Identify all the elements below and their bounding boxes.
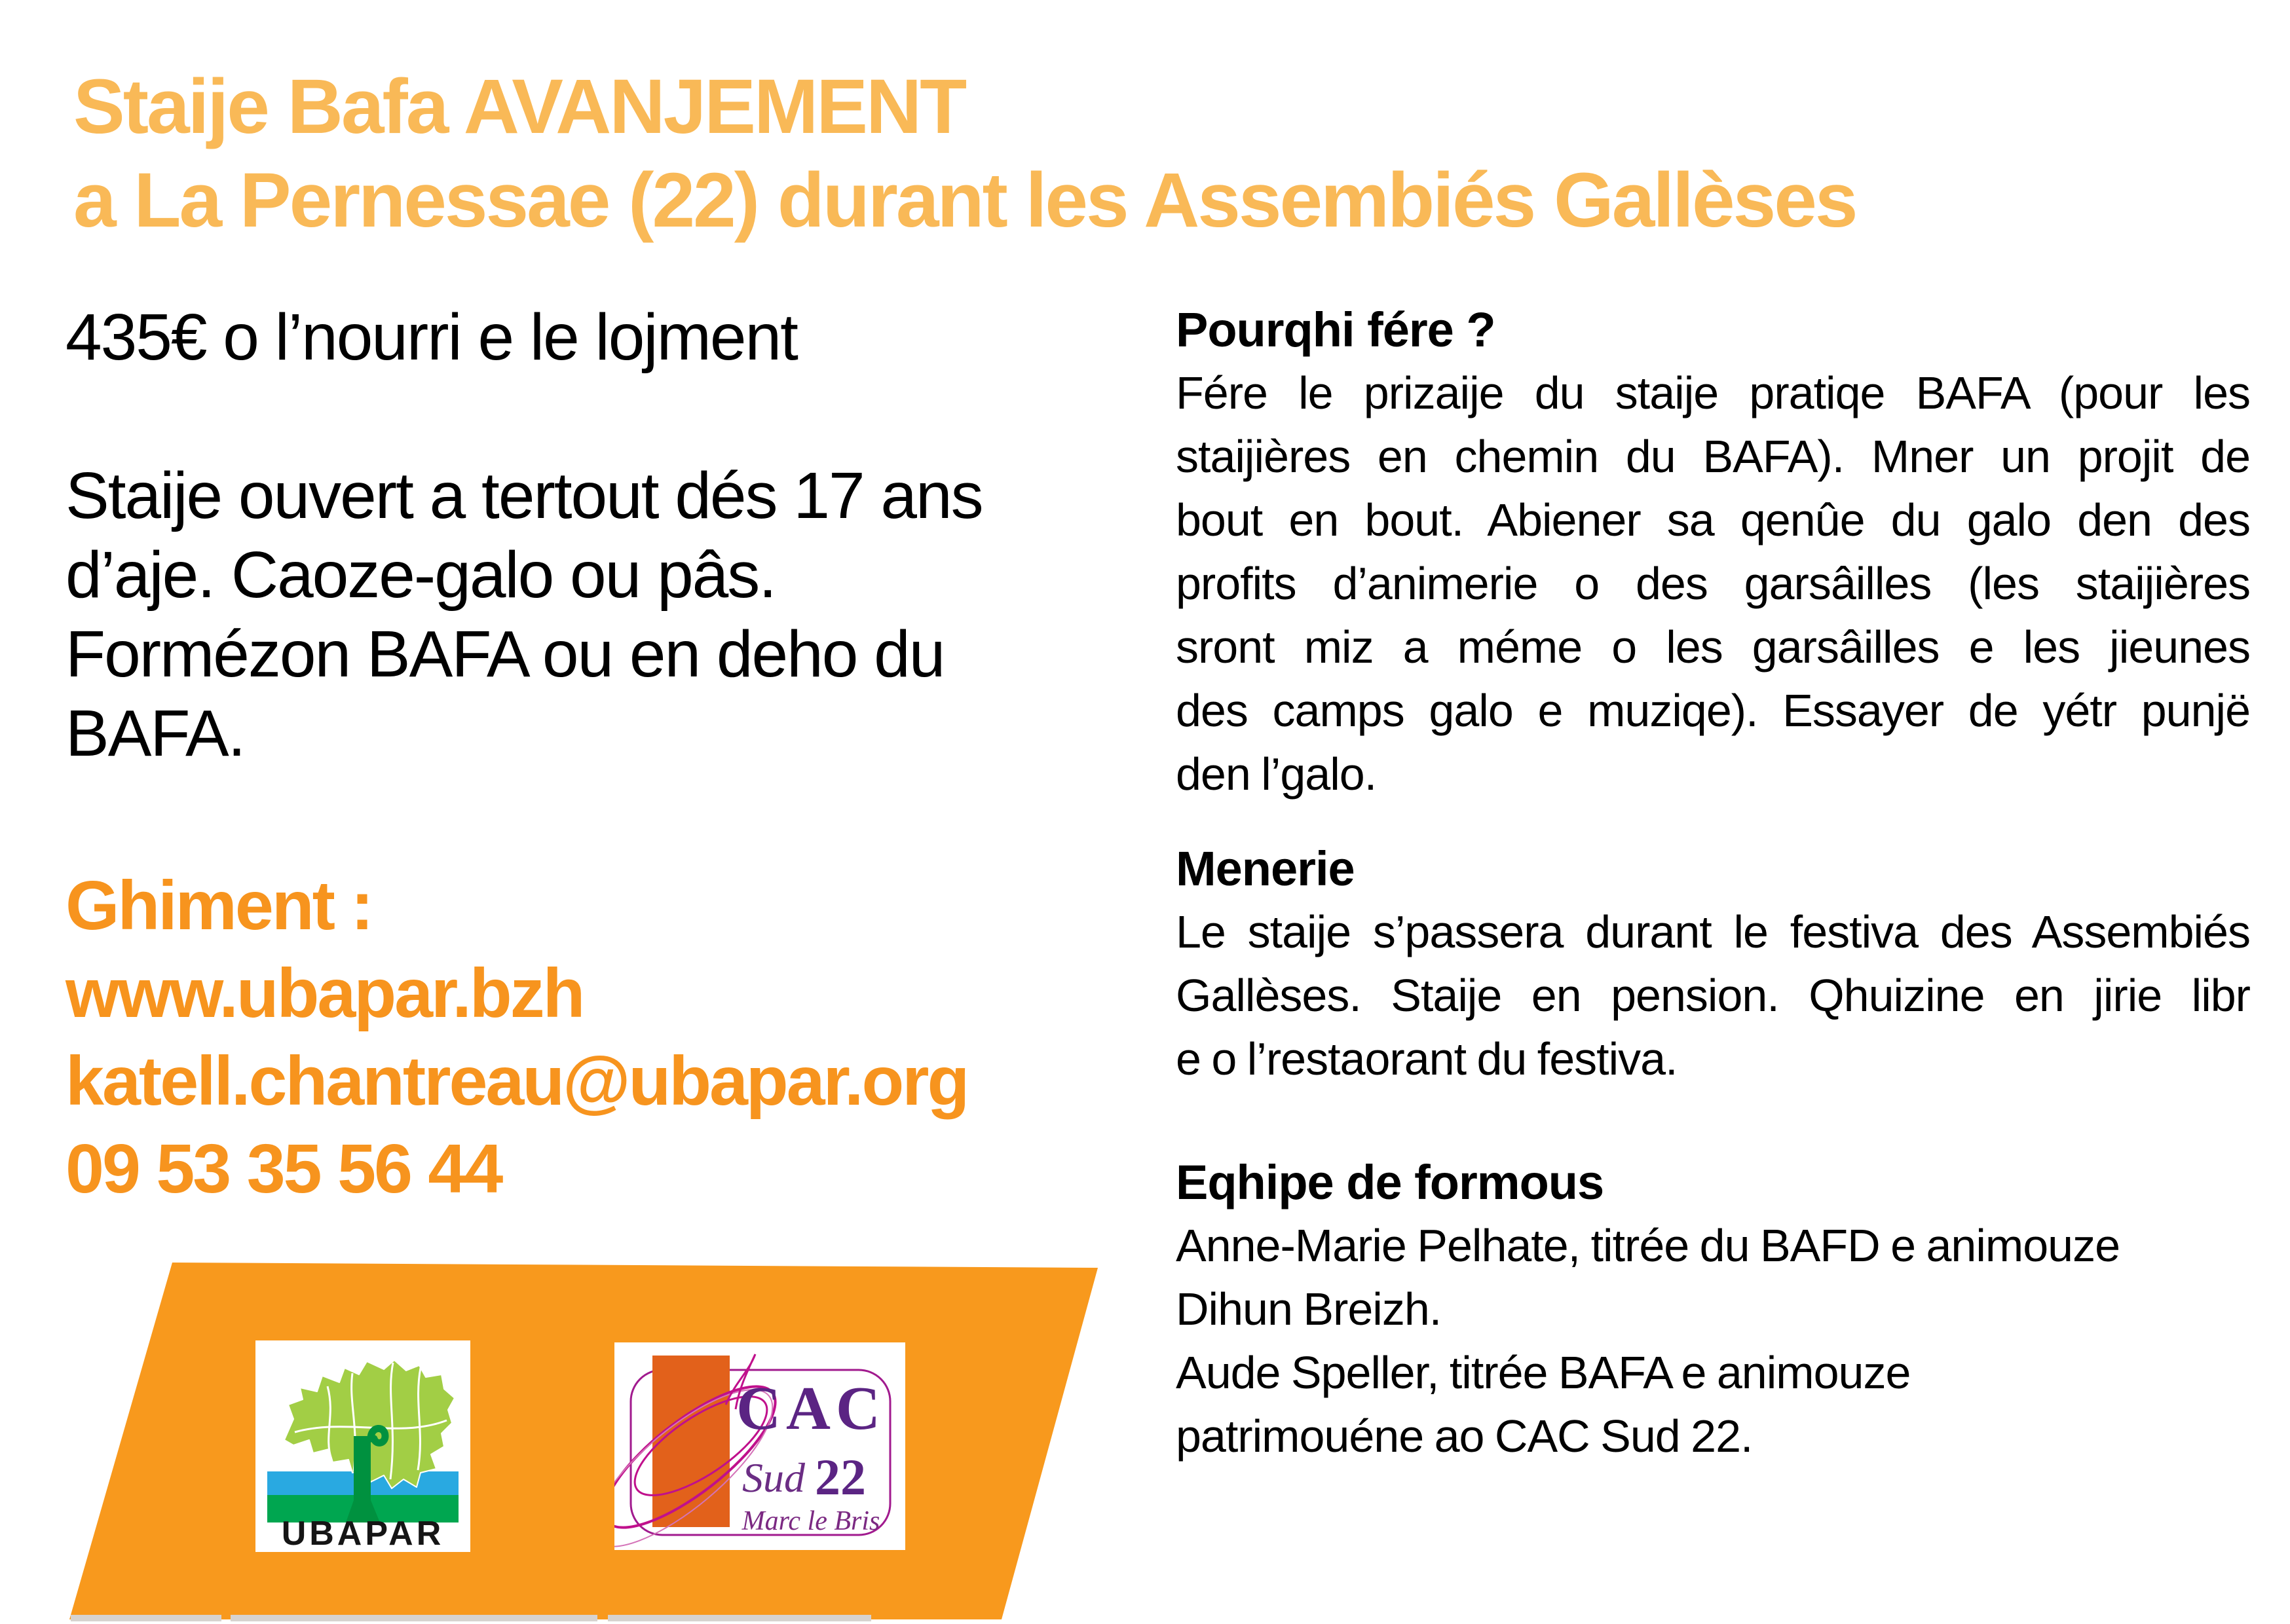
ubapar-wordmark: UBAPAR (281, 1515, 445, 1552)
cac-acronym-text: CAC (736, 1375, 886, 1443)
bottom-edge-strip (608, 1615, 871, 1621)
body-line: patrimouéne ao CAC Sud 22. (1176, 1411, 1753, 1462)
stage-info-line: Formézon BAFA ou en deho du (66, 618, 945, 691)
section-eqhipe (1176, 1151, 2250, 1468)
body-line: profits d’animerie o des garsâilles (les staijières (1176, 558, 2250, 609)
bottom-edge-strip (231, 1615, 597, 1621)
phone-text: 09 53 35 56 44 (66, 1130, 502, 1208)
body-line: den l’galo. (1176, 748, 1377, 800)
body-line: Aude Speller, titrée BAFA e animouze (1176, 1347, 1911, 1398)
section-heading: Menerie (1176, 841, 1355, 896)
cac-logo-graphic (614, 1342, 905, 1550)
ubapar-logo (255, 1340, 470, 1552)
contact-heading: Ghiment : (66, 867, 372, 944)
section-menerie (1176, 837, 2250, 1091)
section-heading: Eqhipe de formous (1176, 1155, 1604, 1209)
body-line: Gallèses. Staije en pension. Qhuizine en jirie libr (1176, 970, 2250, 1021)
website-text: www.ubapar.bzh (66, 955, 584, 1032)
cac-number-text: 22 (815, 1449, 866, 1505)
stage-info-text (66, 456, 983, 773)
body-line: e o l’restaorant du festiva. (1176, 1033, 1678, 1084)
stage-info-line: d’aje. Caoze-galo ou pâs. (66, 538, 776, 612)
stage-info-line: Staije ouvert a tertout dés 17 ans (66, 459, 983, 532)
stage-info-line: BAFA. (66, 697, 245, 770)
body-line: Anne-Marie Pelhate, titrée du BAFD e animouze (1176, 1220, 2120, 1271)
contact-block (66, 862, 967, 1213)
price-text: 435€ o l’nourri e le lojment (66, 301, 797, 374)
page-title-line2: a La Pernessae (22) durant les Assembiés Gallèses (73, 157, 1856, 244)
section-heading: Pourqhi fére ? (1176, 303, 1495, 357)
body-line: Fére le prizaije du staije pratiqe BAFA (pour les (1176, 367, 2250, 418)
bottom-edge-strip (71, 1615, 221, 1621)
cac-sud-text: Sud (742, 1454, 805, 1501)
body-line: sront miz a méme o les garsâilles e les jieunes (1176, 621, 2250, 673)
body-line: bout en bout. Abiener sa qenûe du galo den des (1176, 494, 2250, 545)
cac-sud22-logo (614, 1342, 905, 1550)
ubapar-logo-graphic (255, 1340, 470, 1552)
email-text: katell.chantreau@ubapar.org (66, 1043, 968, 1120)
cac-signature-text: Marc le Bris (741, 1506, 880, 1536)
body-line: des camps galo e muziqe). Essayer de yétr punjë (1176, 685, 2250, 736)
body-line: staijières en chemin du BAFA). Mner un projit de (1176, 431, 2250, 482)
body-line: Le staije s’passera durant le festiva des Assembiés (1176, 906, 2250, 957)
orange-banner-shape (69, 1263, 1098, 1619)
page-title-line1: Staije Bafa AVANJEMENT (73, 64, 966, 150)
tree-trunk (354, 1436, 371, 1522)
section-pourqhi (1176, 298, 2250, 806)
page-title (73, 60, 1856, 248)
body-line: Dihun Breizh. (1176, 1283, 1442, 1335)
